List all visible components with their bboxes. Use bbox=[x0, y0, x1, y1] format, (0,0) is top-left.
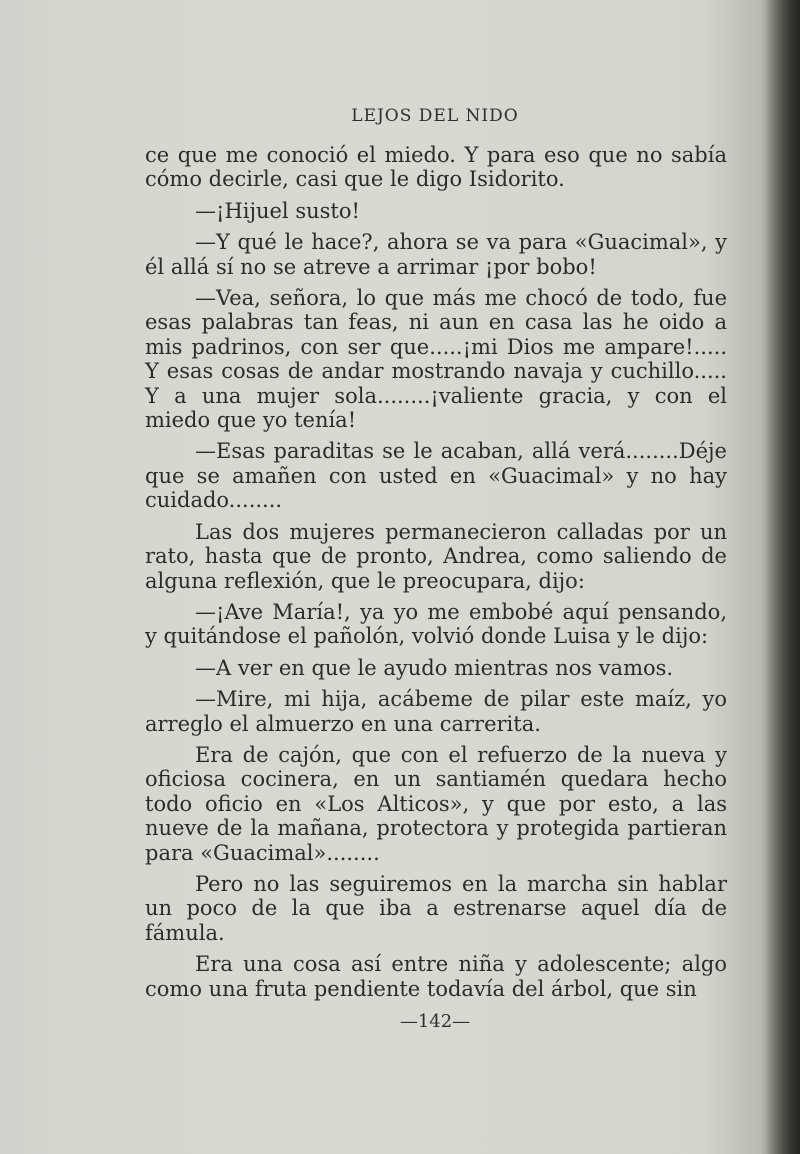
body-text bbox=[145, 143, 727, 1008]
paragraph: Las dos mujeres permanecieron calladas por un rato, hasta que de pronto, Andrea, como saliendo de alguna reflexión, que le preocupara, dijo: bbox=[145, 519, 727, 593]
page-number: —142— bbox=[399, 1011, 471, 1032]
paragraph: Pero no las seguiremos en la marcha sin hablar un poco de la que iba a estrenarse aquel día de fámula. bbox=[145, 871, 727, 945]
paragraph: ce que me conoció el miedo. Y para eso que no sabía cómo decirle, casi que le digo Isidorito. bbox=[145, 143, 727, 192]
paragraph: —¡Ave María!, ya yo me embobé aquí pensando, y quitándose el pañolón, volvió donde Luisa y le dijo: bbox=[145, 599, 727, 649]
paragraph: —Vea, señora, lo que más me chocó de todo, fue esas palabras tan feas, ni aun en casa las he oido a mis padrinos, con ser que.....¡mi Dios me ampare!..... Y esas cosas de andar mostrando navaja y cuchillo..... Y a una mujer sola........¡valiente gracia, y con el miedo que yo tenía! bbox=[145, 286, 727, 433]
paragraph: Era una cosa así entre niña y adolescente; algo como una fruta pendiente todavía del árbol, que sin bbox=[145, 952, 727, 1001]
paragraph: —Mire, mi hija, acábeme de pilar este maíz, yo arreglo el almuerzo en una carrerita. bbox=[145, 687, 727, 736]
paragraph: Era de cajón, que con el refuerzo de la nueva y oficiosa cocinera, en un santiamén quedara hecho todo oficio en «Los Alticos», y que por esto, a las nueve de la mañana, protectora y protegida partieran para «Guacimal»........ bbox=[145, 742, 727, 865]
paragraph: —A ver en que le ayudo mientras nos vamos. bbox=[195, 655, 674, 680]
paragraph: —¡Hijuel susto! bbox=[195, 198, 360, 223]
gutter-shadow bbox=[766, 0, 800, 1154]
paragraph: —Y qué le hace?, ahora se va para «Guacimal», y él allá sí no se atreve a arrimar ¡por bobo! bbox=[145, 230, 727, 279]
running-head: LEJOS DEL NIDO bbox=[351, 106, 519, 126]
paragraph: —Esas paraditas se le acaban, allá verá........Déje que se amañen con usted en «Guacimal» y no hay cuidado........ bbox=[145, 439, 727, 513]
